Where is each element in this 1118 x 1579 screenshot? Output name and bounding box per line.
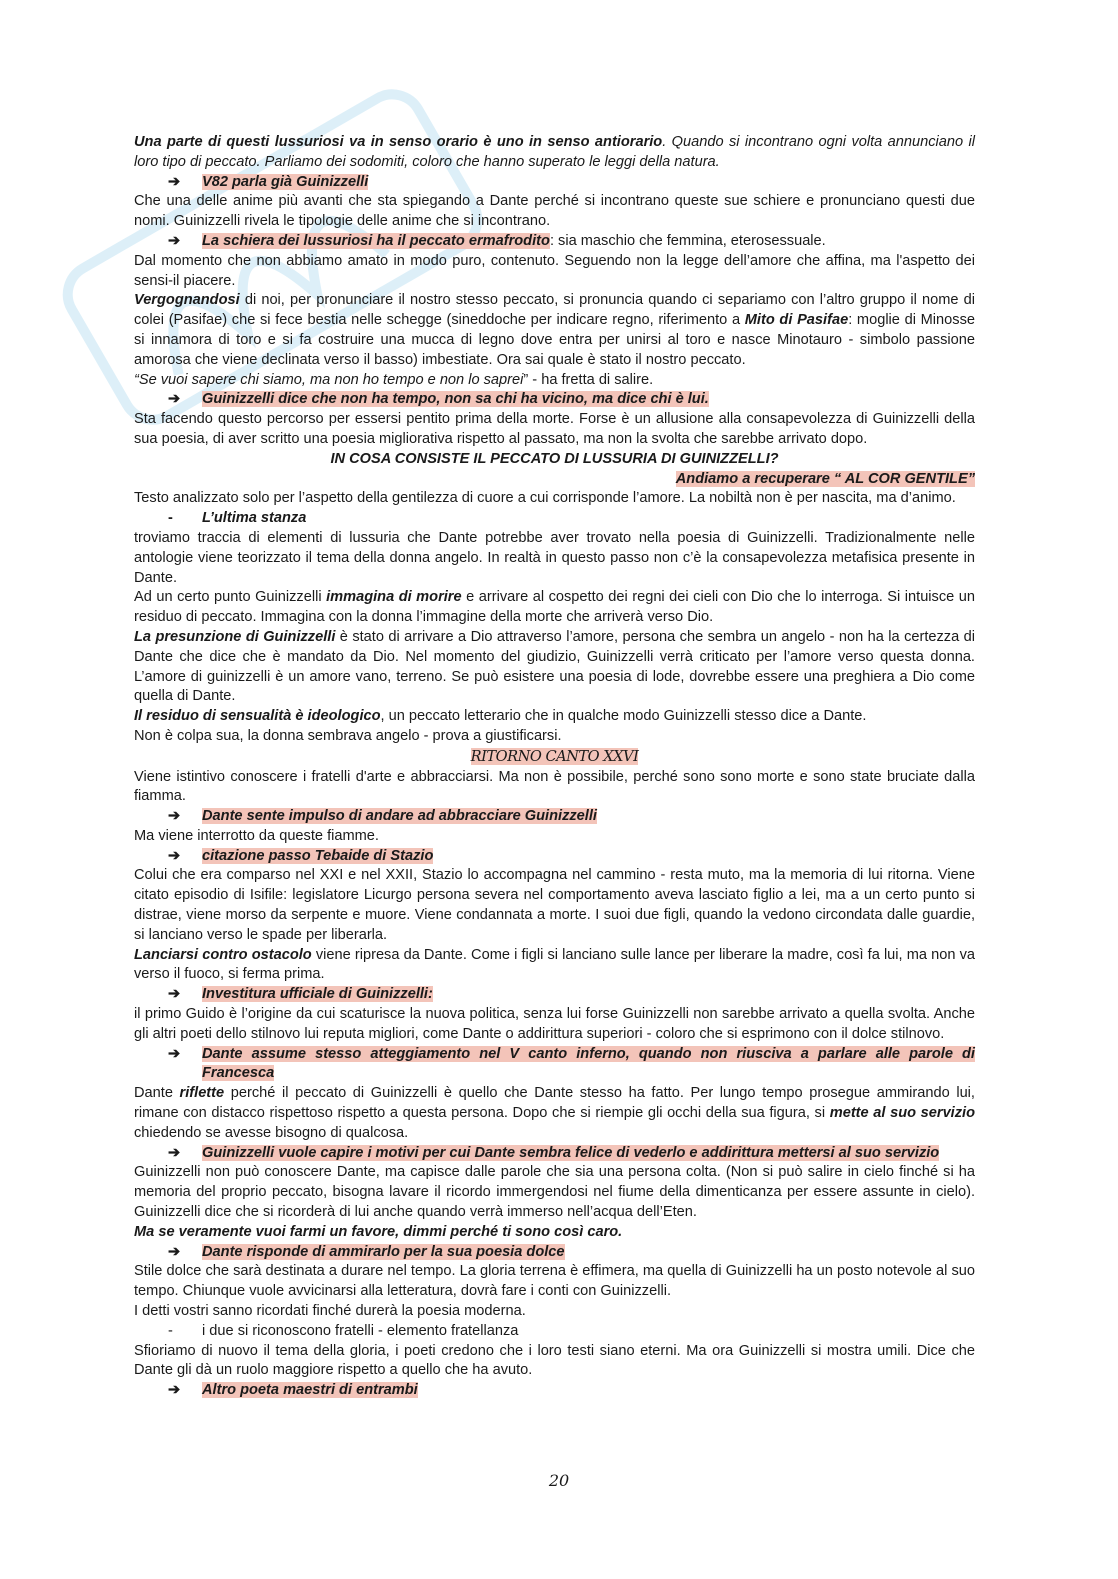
paragraph [134, 628, 975, 707]
text: ” - ha fretta di salire. [523, 371, 654, 388]
arrow-note [134, 1381, 975, 1401]
arrow-note [134, 1045, 975, 1085]
arrow-note [134, 1144, 975, 1164]
arrow-note [134, 985, 975, 1005]
emphasis: Vergognandosi [134, 292, 240, 309]
paragraph: Colui che era comparso nel XXI e nel XXII, Stazio lo accompagna nel cammino - resta muto, ma la memoria di lui ritorna. Viene citato episodio di Isifile: legislatore Licurgo persona severa nel comportamento aveva lasciato figlio a lei, ma a un certo punto si distrae, viene morso da serpente e muore. Viene condannata a morte. I suoi due figli, quando la vedono circondata dalle guardie, si lanciano verso le spade per liberarla. [134, 867, 975, 943]
paragraph [134, 946, 975, 986]
paragraph: Dal momento che non abbiamo amato in modo puro, contenuto. Seguendo non la legge dell’amore che affina, ma l'aspetto dei sensi-il piacere. [134, 252, 975, 289]
text: Ad un certo punto Guinizzelli [134, 589, 327, 606]
arrow-note [134, 232, 975, 252]
paragraph: Sfioriamo di nuovo il tema della gloria, i poeti credono che i loro testi siano eterni. Ma ora Guinizzelli si mostra umili. Dice che Dante gli dà un ruolo maggiore rispetto a quello che ha avuto. [134, 1342, 975, 1379]
emphasis: La presunzione di Guinizzelli [134, 628, 336, 645]
paragraph: Stile dolce che sarà destinata a durare nel tempo. La gloria terrena è effimera, ma quella di Guinizzelli ha un posto notevole al suo tempo. Chiunque vuole avvicinarsi alla letteratura, dovrà fare i conti con Guinizzelli. [134, 1263, 975, 1300]
arrow-note [134, 847, 975, 867]
text: Dante [134, 1085, 180, 1102]
text: , un peccato letterario che in qualche modo Guinizzelli stesso dice a Dante. [380, 708, 867, 725]
emphasis: mette al suo servizio [829, 1105, 976, 1122]
dash-item [134, 1322, 975, 1342]
paragraph: troviamo traccia di elementi di lussuria che Dante potrebbe aver trovato nella poesia di Guinizzelli. Tradizionalmente nelle antologie viene teorizzato il tema della donna angelo. In realtà in questo passo non c’è la consapevolezza metafisica presente in Dante. [134, 529, 975, 586]
note-text: Dante risponde di ammirarlo per la sua poesia dolce [202, 1243, 565, 1260]
emphasis: riflette [179, 1085, 225, 1102]
text: è stato di arrivare a Dio attraverso l’amore, persona che sembra un angelo - non ha la certezza di Dante che dice che è mandato da Dio. Nel momento del giudizio, Guinizzelli verrà criticato per l’amore verso questa donna. L’amore di guinizzelli è un amore vano, terreno. Se può esistere una poesia di lode, dovrebbe essere una preghiera a Dio come quella di Dante. [134, 628, 975, 705]
note-text: La schiera dei lussuriosi ha il peccato ermafrodito [202, 232, 550, 249]
note-text: citazione passo Tebaide di Stazio [202, 847, 434, 864]
paragraph: Non è colpa sua, la donna sembrava angelo - prova a giustificarsi. [134, 727, 562, 744]
text: : moglie di Minosse si innamora di toro e si fa costruire una mucca di legno dove entra per unirsi al toro e nasce Minotauro - simbolo passione amorosa che viene declinata verso il basso) imbestiate. Ora sai quale è stato il nostro peccato. [134, 312, 975, 368]
note-text: Altro poeta maestri di entrambi [202, 1382, 418, 1399]
heading-text: RITORNO CANTO XXVI [470, 747, 639, 765]
paragraph [134, 291, 975, 370]
text: viene ripresa da Dante. Come i figli si lanciano sulle lance per liberare la madre, così fa lui, ma non va verso il fuoco, si ferma prima. [134, 946, 975, 983]
arrow-note [134, 807, 975, 827]
arrow-icon: ➔ [168, 232, 181, 249]
paragraph: Sta facendo questo percorso per essersi pentito prima della morte. Forse è un allusione alla consapevolezza di Guinizzelli della sua poesia, di aver scritto una poesia migliorativa rispetto al passato, ma non la svolta che sarebbe arrivato dopo. [134, 411, 975, 447]
paragraph: Viene istintivo conoscere i fratelli d'arte e abbracciarsi. Ma non è possibile, perché sono sono morte e sono state bruciate dalla fiamma. [134, 768, 975, 805]
paragraph [134, 133, 975, 173]
note-text: Dante assume stesso atteggiamento nel V canto inferno, quando non riusciva a parlare alle parole di Francesca [202, 1045, 975, 1082]
subheading-text: Andiamo a recuperare “ AL COR GENTILE” [675, 470, 975, 487]
paragraph [134, 707, 975, 727]
section-heading-handwritten [134, 747, 975, 768]
paragraph: Guinizzelli non può conoscere Dante, ma capisce dalle parole che sia una persona colta. (Non si può salire in cielo finché si ha memoria del proprio peccato, bisogna lavare il ricordo immergendosi nel fiume della dimenticanza per essere assunte in cielo). Guinizzelli dice che si ricorderà di lui anche quando verrà immerso nell’acqua dell’Eten. [134, 1164, 975, 1221]
arrow-icon: ➔ [168, 391, 181, 408]
text: perché il peccato di Guinizzelli è quello che Dante stesso ha fatto. Per lungo tempo prosegue ammirando lui, rimane con distacco rispettoso rispetto a questa persona. Dopo che si riempie gli occhi della sua figura, si [134, 1085, 975, 1122]
text: chiedendo se avesse bisogno di qualcosa. [134, 1124, 409, 1141]
text: di noi, per pronunciare il nostro stesso peccato, si pronuncia quando ci separiamo con l’altro gruppo il nome di colei (Pasifae) che si fece bestia nelle schegge (sineddoche per indicare regno, riferimento a [134, 292, 975, 329]
arrow-note [134, 173, 975, 193]
paragraph: Ma viene interrotto da queste fiamme. [134, 827, 379, 844]
arrow-note [134, 390, 975, 410]
paragraph [134, 588, 975, 628]
note-text: Guinizzelli vuole capire i motivi per cui Dante sembra felice di vederlo e addirittura mettersi al suo servizio [202, 1144, 940, 1161]
arrow-icon: ➔ [168, 986, 181, 1003]
subheading [134, 470, 975, 490]
dash-text: i due si riconoscono fratelli - elemento fratellanza [202, 1322, 519, 1339]
paragraph: Che una delle anime più avanti che sta spiegando a Dante perché si incontrano queste sue schiere e pronunciano questi due nomi. Guinizzelli rivela le tipologie delle anime che si incontrano. [134, 193, 975, 230]
page-number: 20 [548, 1471, 570, 1490]
dash-text: L’ultima stanza [202, 510, 307, 527]
dash-marker: - [168, 510, 173, 527]
emphasis: Mito di Pasifae [744, 312, 849, 329]
arrow-icon: ➔ [168, 1382, 181, 1399]
quote: “Se vuoi sapere chi siamo, ma non ho tempo e non lo saprei [134, 371, 524, 388]
dash-item [134, 509, 975, 529]
note-text: V82 parla già Guinizzelli [202, 173, 369, 190]
arrow-note [134, 1243, 975, 1263]
arrow-icon: ➔ [168, 808, 181, 825]
document-body [134, 133, 975, 1401]
emphasis: Lanciarsi contro ostacolo [134, 946, 312, 963]
note-text: Investitura ufficiale di Guinizzelli: [202, 986, 433, 1003]
note-text: Dante sente impulso di andare ad abbracciare Guinizzelli [202, 808, 597, 825]
arrow-icon: ➔ [168, 173, 181, 190]
arrow-icon: ➔ [168, 1045, 181, 1062]
paragraph: il primo Guido è l’origine da cui scaturisce la nuova politica, senza lui forse Guinizzelli non sarebbe arrivato a quella svolta. Anche gli altri poeti dello stilnovo lui reputa migliori, come Dante o addirittura superiori - coloro che si esprimono con il dolce stilnovo. [134, 1006, 975, 1042]
paragraph-emphasis: Ma se veramente vuoi farmi un favore, dimmi perché ti sono così caro. [134, 1223, 623, 1240]
text: e arrivare al cospetto dei regni dei cieli con Dio che lo interroga. Si intuisce un residuo di peccato. Immagina con la donna l’immagine della morte che arriverà verso Dio. [134, 589, 976, 626]
arrow-icon: ➔ [168, 1243, 181, 1260]
emphasis: Il residuo di sensualità è ideologico [134, 708, 381, 725]
arrow-icon: ➔ [168, 847, 181, 864]
dash-marker: - [168, 1322, 173, 1339]
note-text: Guinizzelli dice che non ha tempo, non sa chi ha vicino, ma dice chi è lui. [202, 391, 709, 408]
emphasis: immagina di morire [326, 589, 462, 606]
paragraph [134, 371, 975, 391]
paragraph: I detti vostri sanno ricordati finché durerà la poesia moderna. [134, 1303, 526, 1320]
emphasis: Una parte di questi lussuriosi va in senso orario è uno in senso antiorario [134, 134, 663, 150]
text: : sia maschio che femmina, eterosessuale. [549, 232, 826, 249]
paragraph [134, 1084, 975, 1143]
text: . Quando si incontrano ogni volta annunciano il loro tipo di peccato. Parliamo dei sodomiti, coloro che hanno superato le leggi della natura. [134, 134, 975, 170]
paragraph: Testo analizzato solo per l’aspetto della gentilezza di cuore a cui corrisponde l’amore. La nobiltà non è per nascita, ma d’animo. [134, 490, 956, 507]
arrow-icon: ➔ [168, 1144, 181, 1161]
section-heading: IN COSA CONSISTE IL PECCATO DI LUSSURIA DI GUINIZZELLI? [330, 450, 779, 467]
